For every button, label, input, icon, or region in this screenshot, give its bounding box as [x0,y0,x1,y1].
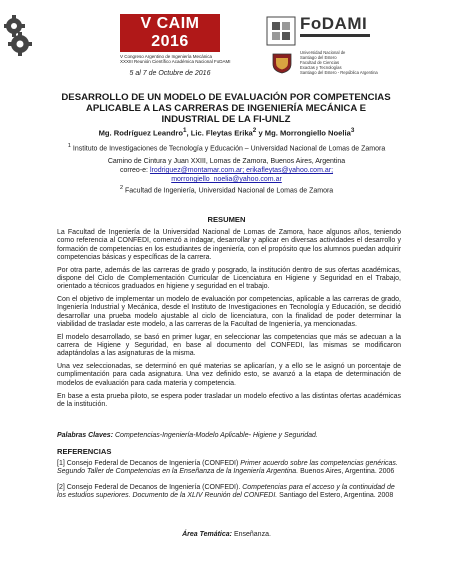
affiliation-sup: 1 [67,143,71,149]
affiliation-sup: 2 [119,185,124,192]
abstract-paragraph: Con el objetivo de implementar un modelo de evaluación por competencias, aplicable a las carreras de grado, Ingeniería Industrial y Mecánica, desde el Instituto de Investigaciones en Tecnología y Educación, se decidió desarrollar una prueba modelo ajustable al ciclo de licenciatura, con la finalidad de poder determinar la viabilidad de trasladar este modelo, a las carreras de la Facultad de Ingeniería, ya mencionadas. [57,296,401,328]
author-sup: 2 [252,127,257,134]
address: Camino de Cintura y Juan XXIII, Lomas de Zamora, Buenos Aires, Argentina [107,158,346,166]
affiliation-1 [40,142,413,153]
thematic-area [0,531,453,538]
area-label: Área Temática: [182,531,232,538]
unse-line: Santiago del Estero - República Argentina [300,70,378,75]
paper-title: DESARROLLO DE UN MODELO DE EVALUACIÓN POR COMPETENCIAS APLICABLE A LAS CARRERAS DE INGENIERÍA MECÁNICA E INDUSTRIAL DE LA FI-UNLZ [61,92,391,125]
reference-number: [1] [57,460,65,467]
fodami-title: FoDAMI [300,14,368,33]
email-line-2 [40,175,413,184]
author-list [40,127,413,138]
affiliations [40,142,413,196]
email-link[interactable]: lrodriguez@montamar.com.ar; erikafleytas@yahoo.com.ar; [149,167,334,175]
reference-item [57,484,401,501]
caim-title: V CAIM 2016 [120,14,220,52]
reference-text: Consejo Federal de Decanos de Ingeniería (CONFEDI). [64,483,243,491]
author-separator: y [256,128,265,138]
university-crest-icon [271,52,293,74]
reference-list [57,460,401,507]
abstract-paragraph: Una vez seleccionadas, se determinó en qué materias se aplicarían, y a ello se le asignó un porcentaje de cumplimentación para cada asignatura. Una vez definido esto, se avanzó a la etapa de determinación de modelos de evaluación para cada materia y competencia. [57,363,401,387]
abstract-paragraph: En base a esta prueba piloto, se espera poder trasladar un modelo efectivo a las distintas ofertas académicas de la institución. [57,392,401,408]
abstract-paragraph: Por otra parte, además de las carreras de grado y posgrado, la institución dentro de sus ofertas académicas, dispone del Ciclo de Complementación Curricular de Licenciatura en Higiene y Seguridad en el Trabajo, orientado a técnicos graduados en higiene y seguridad en el trabajo. [57,266,401,291]
gear-logo-icon [4,14,32,58]
abstract-paragraph: La Facultad de Ingeniería de la Universidad Nacional de Lomas de Zamora, hace algunos años, teniendo como referencia al CONFEDI, comenzó a indagar, desarrollar y aplicar en diversas actividades el desarrollo y formación de competencias en los estudiantes de ingeniería, con el propósito que los alumnos puedan adquirir competencias básicas y específicas de la carrera. [57,229,401,261]
caim-dates: 5 al 7 de Octubre de 2016 [129,70,211,77]
reference-text: Buenos Aires, Argentina. 2006 [298,468,395,476]
author-sup: 1 [182,127,187,134]
author-sup: 3 [350,127,355,134]
affiliation-text: Facultad de Ingeniería, Universidad Nacional de Lomas de Zamora [125,187,334,195]
keywords-label: Palabras Claves: [57,432,114,439]
affiliation-2 [40,184,413,195]
reference-text: Santiago del Estero, Argentina. 2008 [277,491,394,499]
caim-subtitle: V Congreso Argentino de Ingeniería Mecánica [120,54,213,59]
author-name: Mg. Rodríguez Leandro [98,128,183,138]
author-separator: , [186,128,191,138]
unse-affiliation-logo [300,50,420,75]
references-heading: REFERENCIAS [57,447,112,456]
email-line [40,166,413,175]
abstract-heading: RESUMEN [207,215,246,224]
email-link[interactable]: morrongiello_noelia@yahoo.com.ar [171,176,282,184]
keywords-text: Competencias-Ingeniería-Modelo Aplicable- Higiene y Seguridad. [113,432,318,439]
fodami-underline [300,34,370,37]
author-name: Lic. Fleytas Erika [190,128,253,138]
affiliation-text: Instituto de Investigaciones de Tecnología y Educación – Universidad Nacional de Lomas de Zamora [72,145,386,153]
unse-line: Santiago del Estero [300,55,337,60]
keywords [57,432,401,439]
abstract-paragraph: El modelo desarrollado, se basó en primer lugar, en seleccionar las competencias que más se adecuan a la carrera de Higiene y Seguridad, en base al documento del CONFEDI, las mismas se modificaron adaptándolas a las asignaturas de la misma. [57,333,401,358]
author-name: Mg. Morrongiello Noelia [264,128,351,138]
unse-line: Facultad de Ciencias [300,60,340,65]
fodami-logo-icon [266,16,296,46]
abstract-body [57,229,401,414]
reference-title: Competencias para el acceso y la continuidad de los estudios superiores. Documento de la XLIV Reunión del CONFEDI. [57,483,395,499]
reference-title: Primer acuerdo sobre las competencias genéricas. Segundo Taller de Competencias en la Enseñanza de la Ingeniería Argentina. [57,460,398,476]
reference-number: [2] [57,483,65,491]
caim-header [120,14,231,77]
unse-line: Exactas y Tecnologías [300,65,342,70]
area-value: Enseñanza. [232,531,271,538]
email-prefix: correo-e: [119,167,150,175]
unse-line: Universidad Nacional de [300,50,346,55]
reference-text: Consejo Federal de Decanos de Ingeniería (CONFEDI) [64,460,241,467]
reference-item [57,460,401,477]
caim-subtitle2: XXXIII Reunión Científico Académica Nacional FoDAMI [120,59,231,64]
